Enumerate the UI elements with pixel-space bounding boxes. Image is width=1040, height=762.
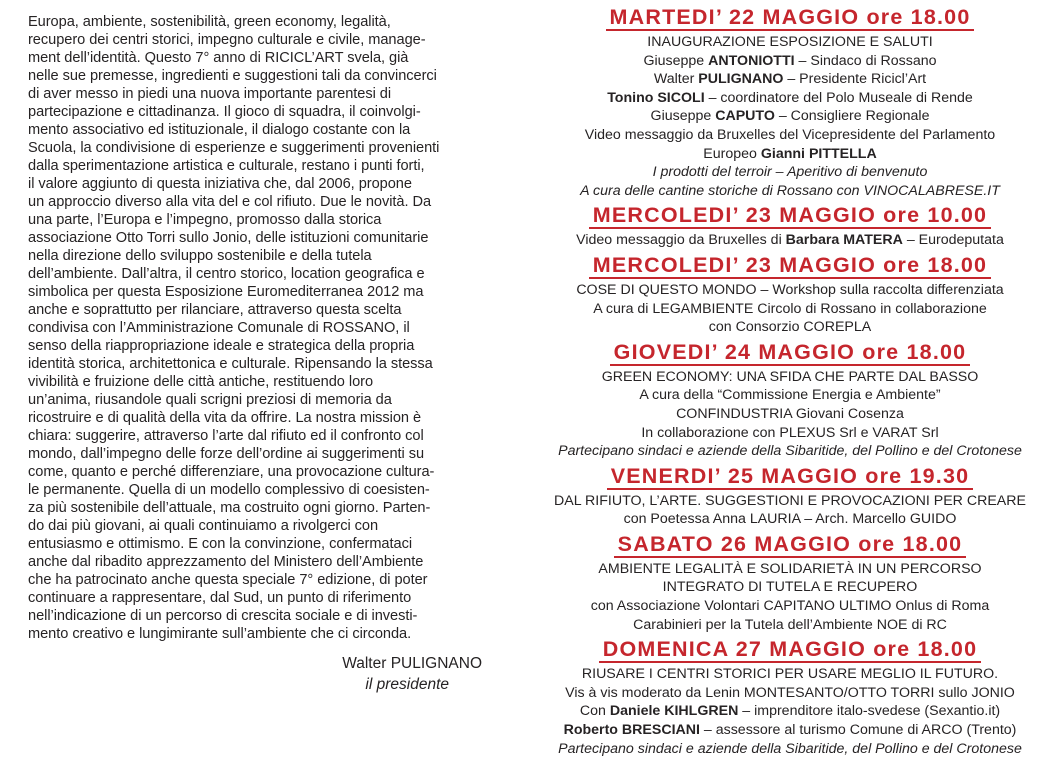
event-line [544,560,1036,579]
event-line [544,386,1036,405]
event-line [544,702,1036,721]
text-segment: DAL RIFIUTO, L’ARTE. SUGGESTIONI E PROVOCAZIONI PER CREARE [554,492,1026,509]
paragraph-line: recupero dei centri storici, impegno culturale e civile, manage- [28,32,426,48]
paragraph-line: che ha patrocinato anche questa speciale 7° edizione, di poter [28,572,428,588]
paragraph-line: vivibilità e fruizione delle città antiche, restituendo loro [28,374,374,390]
event-line [544,442,1036,461]
text-segment: AMBIENTE LEGALITÀ E SOLIDARIETÀ IN UN PERCORSO [598,560,982,577]
event-line [544,52,1036,71]
event-line [544,405,1036,424]
person-name: Roberto BRESCIANI [563,722,700,739]
paragraph-line: dell’ambiente. Dall’altra, il centro storico, location geografica e [28,266,425,282]
paragraph-line: un approccio diverso alla vita del e col rifiuto. Due le novità. Da [28,194,432,210]
signature-role: il presidente [365,676,449,693]
paragraph-line: senso della riappropriazione ideale e strategica della propria [28,338,415,354]
event-block [544,465,1036,529]
event-line [544,578,1036,597]
event-header-row [544,254,1036,281]
paragraph-line: Europa, ambiente, sostenibilità, green economy, legalità, [28,14,391,30]
event-header-row [544,204,1036,231]
event-header-row [544,6,1036,33]
editorial-column [28,13,520,695]
text-segment: A cura di LEGAMBIENTE Circolo di Rossano in collaborazione [593,300,987,317]
paragraph-line: chiara: suggerire, attraverso l’arte dal rifiuto ed il confronto col [28,428,424,444]
paragraph-line: di aver messo in piedi una nuova importante parentesi di [28,86,392,102]
event-line [544,597,1036,616]
event-date-header: VENERDI’ 25 MAGGIO ore 19.30 [607,465,974,490]
text-segment: – coordinatore del Polo Museale di Rende [704,89,973,106]
paragraph-line: associazione Otto Torri sullo Jonio, delle istituzioni comunitarie [28,230,429,246]
text-segment: Video messaggio da Bruxelles del Vicepresidente del Parlamento [584,126,996,143]
event-header-row [544,465,1036,492]
paragraph-line: anche e soprattutto per rilanciare, attraverso questa scelta [28,302,402,318]
event-block [544,533,1036,634]
paragraph-line: il valore aggiunto di questa iniziativa che, dal 2006, propone [28,176,412,192]
paragraph-line: mondo, dall’impegno delle forze dell’ordine ai suggerimenti su [28,446,425,462]
event-date-header: MARTEDI’ 22 MAGGIO ore 18.00 [606,6,975,31]
person-name: Gianni PITTELLA [760,145,877,162]
event-line [544,318,1036,337]
event-line [544,300,1036,319]
person-name: CAPUTO [715,108,775,125]
event-line [544,70,1036,89]
event-line [544,281,1036,300]
event-header-row [544,638,1036,665]
paragraph-line: come, quanto e perché differenziare, una provocazione cultura- [28,464,435,480]
event-date-header: MERCOLEDI’ 23 MAGGIO ore 18.00 [589,254,991,279]
paragraph-line: Scuola, la condivisione di esperienze e suggerimenti provenienti [28,140,440,156]
text-segment: A cura della “Commissione Energia e Ambiente” [639,387,941,404]
text-segment: Partecipano sindaci e aziende della Sibaritide, del Pollino e del Crotonese [558,740,1022,757]
signature-name: Walter PULIGNANO [342,655,482,672]
event-line [544,33,1036,52]
event-block [544,204,1036,250]
paragraph-line: condivisa con l’Amministrazione Comunale di ROSSANO, il [28,320,410,336]
text-segment: Walter [653,71,699,88]
event-line [544,740,1036,759]
text-segment: I prodotti del terroir – Aperitivo di benvenuto [652,164,928,181]
event-date-header: DOMENICA 27 MAGGIO ore 18.00 [599,638,982,663]
text-segment: GREEN ECONOMY: UNA SFIDA CHE PARTE DAL BASSO [601,368,979,385]
text-segment: – assessore al turismo Comune di ARCO (Trento) [699,722,1017,739]
paragraph-line: ricostruire e di qualità della vita da offrire. La nostra mission è [28,410,422,426]
text-segment: INAUGURAZIONE ESPOSIZIONE E SALUTI [647,34,933,50]
text-segment: RIUSARE I CENTRI STORICI PER USARE MEGLIO IL FUTURO. [581,666,999,683]
paragraph-line: simbolica per questa Esposizione Euromediterranea 2012 ma [28,284,424,300]
event-line [544,368,1036,387]
event-line [544,107,1036,126]
text-segment: con Consorzio COREPLA [708,319,872,336]
text-segment: Carabinieri per la Tutela dell’Ambiente NOE di RC [633,616,947,633]
paragraph-line: nelle sue premesse, ingredienti e suggestioni tali da convincerci [28,68,437,84]
paragraph-line: za più sostenibile dell’attuale, ma costruito ogni giorno. Parten- [28,500,431,516]
event-block [544,6,1036,200]
person-name: Tonino SICOLI [607,89,705,106]
event-block [544,254,1036,337]
paragraph-line: le permanente. Quella di un modello complessivo di coesisten- [28,482,430,498]
event-line [544,424,1036,443]
event-date-header: GIOVEDI’ 24 MAGGIO ore 18.00 [610,341,971,366]
person-name: PULIGNANO [698,71,784,88]
text-segment: CONFINDUSTRIA Giovani Cosenza [676,405,904,422]
event-line [544,684,1036,703]
text-segment: – Consigliere Regionale [774,108,930,125]
paragraph-line: dalla sperimentazione artistica e culturale, restano i punti forti, [28,158,425,174]
event-line [544,510,1036,529]
text-segment: Vis à vis moderato da Lenin MONTESANTO/OTTO TORRI sullo JONIO [565,684,1015,701]
text-segment: INTEGRATO DI TUTELA E RECUPERO [662,579,918,596]
paragraph-line: mento creativo e lungimirante sull’ambiente che ci circonda. [28,626,412,642]
paragraph-line: mento associativo ed istituzionale, il dialogo costante con la [28,122,411,138]
editorial-paragraph [28,13,520,643]
paragraph-line: continuare a rappresentare, dal Sud, un punto di riferimento [28,590,412,606]
event-block [544,341,1036,461]
text-segment: Giuseppe [643,52,709,69]
program-column [544,6,1036,762]
text-segment: con Poetessa Anna LAURIA – Arch. Marcello GUIDO [623,511,957,528]
program-events [544,6,1036,758]
event-block [544,638,1036,758]
text-segment: – Presidente Ricicl’Art [783,71,927,88]
paragraph-line: identità storica, architettonica e culturale. Ripensando la stessa [28,356,433,372]
event-line [544,616,1036,635]
event-line [544,721,1036,740]
event-line [544,492,1036,511]
event-date-header: SABATO 26 MAGGIO ore 18.00 [614,533,967,558]
event-line [544,89,1036,108]
text-segment: Europeo [703,145,761,162]
event-header-row [544,341,1036,368]
event-line [544,182,1036,201]
paragraph-line: anche dal ribadito apprezzamento del Ministero dell’Ambiente [28,554,424,570]
person-name: ANTONIOTTI [708,52,795,69]
text-segment: Partecipano sindaci e aziende della Sibaritide, del Pollino e del Crotonese [558,443,1022,460]
text-segment: A cura delle cantine storiche di Rossano con VINOCALABRESE.IT [580,182,1000,199]
text-segment: Video messaggio da Bruxelles di [576,232,786,249]
event-line [544,665,1036,684]
paragraph-line: una parte, l’Europa e l’impegno, promosso dalla storica [28,212,382,228]
event-date-header: MERCOLEDI’ 23 MAGGIO ore 10.00 [589,204,991,229]
person-name: Barbara MATERA [785,232,903,249]
paragraph-line: do dai più giovani, ai quali continuiamo a rivolgerci con [28,518,379,534]
text-segment: con Associazione Volontari CAPITANO ULTIMO Onlus di Roma [590,598,990,615]
text-segment: – imprenditore italo-svedese (Sexantio.it) [738,703,1001,720]
text-segment: Giuseppe [650,108,716,125]
paragraph-line: nella direzione dello sviluppo sostenibile e della tutela [28,248,372,264]
paragraph-line: ment dell’identità. Questo 7° anno di RICICL’ART svela, già [28,50,409,66]
paragraph-line: entusiasmo e ottimismo. E con la convinzione, confermataci [28,536,413,552]
signature-block [28,653,520,695]
text-segment: – Eurodeputata [902,232,1004,249]
event-line [544,231,1036,250]
event-line [544,145,1036,164]
event-header-row [544,533,1036,560]
paragraph-line: un’anima, riusandole quali scrigni preziosi di memoria da [28,392,392,408]
paragraph-line: nell’indicazione di un percorso di crescita sociale e di investi- [28,608,418,624]
text-segment: Con [579,703,610,720]
text-segment: – Sindaco di Rossano [794,52,937,69]
event-line [544,126,1036,145]
text-segment: In collaborazione con PLEXUS Srl e VARAT Srl [641,424,939,441]
event-line [544,163,1036,182]
paragraph-line: partecipazione e cittadinanza. Il gioco di squadra, il coinvolgi- [28,104,421,120]
text-segment: COSE DI QUESTO MONDO – Workshop sulla raccolta differenziata [576,281,1004,298]
person-name: Daniele KIHLGREN [609,703,739,720]
